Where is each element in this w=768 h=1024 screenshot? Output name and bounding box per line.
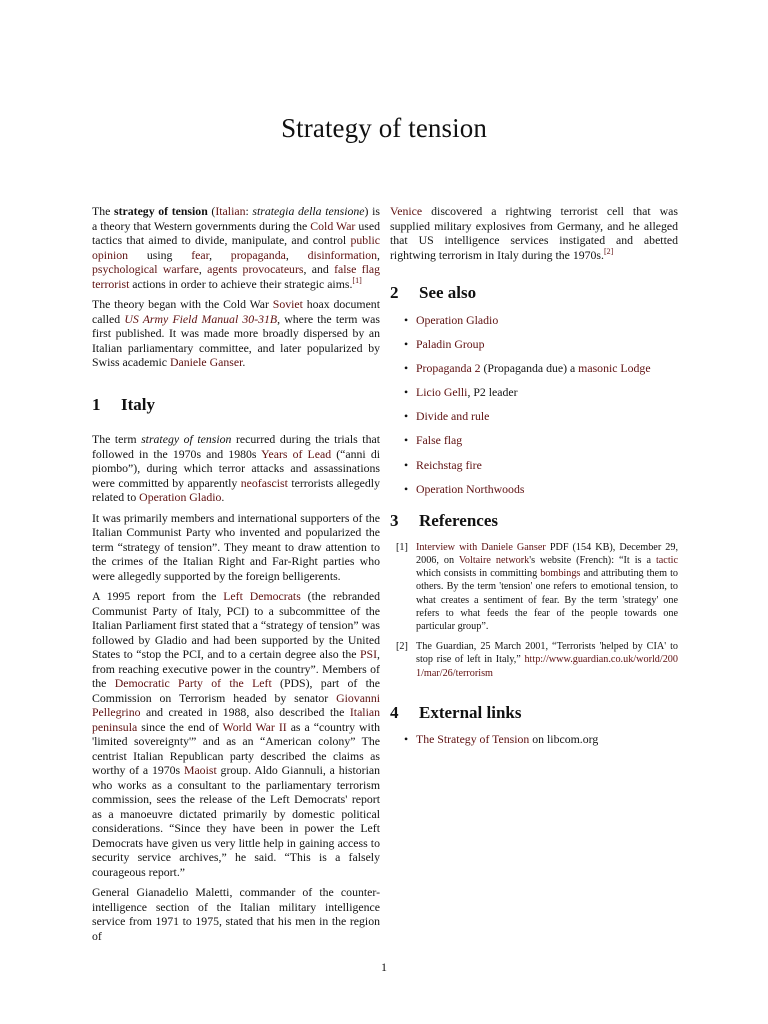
link-agents-provocateurs[interactable]: agents provocateurs (207, 262, 304, 276)
list-item: • Propaganda 2 (Propaganda due) a masonic Lodge (404, 361, 678, 376)
link-cold-war[interactable]: Cold War (310, 218, 356, 233)
list-item (404, 409, 678, 424)
italy-paragraph-4-continued: Venice discovered a rightwing terrorist cell that was supplied military explosives from Germany, and he alleged that US intelligence services instigated and abetted rightwing terrorism in Italy during the 1970s.[2] (390, 204, 678, 262)
bold-term: strategy of tension (113, 204, 208, 218)
link-ref-tactic[interactable]: tactic (655, 555, 679, 567)
link-italian[interactable]: Italian (215, 204, 246, 218)
link-false-flag-terrorist[interactable]: false flag terrorist (92, 262, 381, 291)
link-soviet[interactable]: Soviet (272, 297, 303, 311)
link-ref-voltaire-network[interactable]: Voltaire network (458, 555, 530, 567)
link-daniele-ganser[interactable]: Daniele Ganser (169, 355, 243, 369)
link-years-of-lead[interactable]: Years of Lead (261, 446, 332, 461)
link-disinformation[interactable]: disinformation (307, 247, 378, 262)
reference-item-2: [2] The Guardian, 25 March 2001, “Terrorists 'helped by CIA' to stop rise of left in Italy,” http://www.guardian.co.uk/world/2001/mar/26/terrorism (396, 641, 678, 679)
right-column (390, 204, 678, 757)
link-democratic-party-of-the-left[interactable]: Democratic Party of the Left (114, 676, 272, 690)
link-venice[interactable]: Venice (390, 204, 423, 218)
link-fear[interactable]: fear (191, 247, 210, 262)
link-ref-interview[interactable]: Interview with Daniele Ganser (416, 541, 546, 553)
left-column (92, 204, 380, 949)
link-see-also-masonic-lodge[interactable]: masonic Lodge (578, 360, 651, 375)
link-see-also-paladin-group[interactable]: Paladin Group (416, 336, 485, 351)
italy-paragraph-2: It was primarily members and international supporters of the Italian Communist Party who invented and popularized the term “strategy of tension”. They meant to draw attention to the crimes of the Italian Right and Far-Right parties who were allegedly supported by the foreign belligerents. (92, 510, 380, 583)
link-giovanni-pellegrino[interactable]: Giovanni Pellegrino (92, 690, 380, 719)
section-heading-italy: 1 Italy (92, 394, 155, 414)
link-see-also-false-flag[interactable]: False flag (416, 433, 463, 448)
link-see-also-operation-gladio[interactable]: Operation Gladio (416, 312, 499, 327)
italy-paragraph-4-start: General Gianadelio Maletti, commander of the counter-intelligence section of the Italian military intelligence service from 1971 to 1975, stated that his men in the region of (92, 885, 380, 943)
link-propaganda[interactable]: propaganda (230, 247, 286, 262)
reference-item-1: [1] Interview with Daniele Ganser PDF (154 KB), December 29, 2006, on Voltaire network's website (French): “It is a tactic which consists in committing bombings and attributing them to others. By the term 'tension' one refers to emotional tension, to what creates a sentiment of fear. By the term 'strategy' one refers to what feeds the fear of the people towards one particular group”. (396, 541, 679, 633)
footnote-ref-2[interactable]: [2] (603, 246, 614, 256)
see-also-list (390, 313, 678, 497)
list-item (404, 458, 678, 473)
page-title: Strategy of tension (281, 113, 487, 143)
link-italian-peninsula[interactable]: Italian peninsula (92, 705, 380, 734)
link-strategy-of-tension-libcom[interactable]: The Strategy of Tension (416, 732, 530, 747)
link-field-manual[interactable]: US Army Field Manual 30-31B (124, 311, 278, 326)
link-ref-guardian-url[interactable]: http://www.guardian.co.uk/world/2001/mar/26/terrorism (416, 654, 678, 679)
references-list (390, 541, 678, 680)
link-left-democrats[interactable]: Left Democrats (223, 589, 301, 603)
section-heading-see-also: 2 See also (390, 283, 477, 302)
link-maoist[interactable]: Maoist (183, 763, 217, 777)
list-item: • The Strategy of Tension on libcom.org (404, 732, 678, 747)
external-links-list (390, 732, 678, 747)
link-see-also-licio-gelli[interactable]: Licio Gelli (416, 385, 468, 400)
link-public-opinion[interactable]: public opinion (92, 233, 380, 262)
link-psi[interactable]: PSI (359, 647, 378, 661)
link-world-war-ii[interactable]: World War II (222, 719, 287, 734)
list-item (404, 433, 678, 448)
link-see-also-divide-and-rule[interactable]: Divide and rule (416, 409, 490, 424)
link-psychological-warfare[interactable]: psychological warfare (92, 262, 199, 276)
list-item (404, 337, 678, 352)
link-see-also-propaganda-2[interactable]: Propaganda 2 (416, 360, 481, 375)
link-see-also-reichstag-fire[interactable]: Reichstag fire (416, 457, 482, 472)
list-item (404, 482, 678, 497)
link-neofascist[interactable]: neofascist (240, 475, 288, 490)
page-number: 1 (381, 960, 387, 974)
link-ref-bombings[interactable]: bombings (540, 568, 581, 580)
italy-paragraph-1: The term strategy of tension recurred during the trials that followed in the 1970s and 1980s Years of Lead (“anni di piombo”), during which terror attacks and assassinations were committed by apparently neofascist terrorists allegedly related to Operation Gladio. (92, 432, 380, 504)
intro-paragraph-2: The theory began with the Cold War Soviet hoax document called US Army Field Manual 30-31B, where the term was first published. It was made more broadly dispersed by an Italian parliamentary committee, and later popularized by Swiss academic Daniele Ganser. (92, 297, 380, 369)
italy-paragraph-3: A 1995 report from the Left Democrats (the rebranded Communist Party of Italy, PCI) to a subcommittee of the Italian Parliament first stated that a “strategy of tension” was followed by Gladio and had been supported by the United States to “stop the PCI, and to a certain degree also the PSI, from reaching executive power in the country”. Members of the Democratic Party of the Left (PDS), part of the Commission on Terrorism headed by senator Giovanni Pellegrino and created in 1988, also described the Italian peninsula since the end of World War II as a “country with 'limited sovereignty'” and as an “American colony” The centrist Italian Republican party described the claims as worthy of a 1970s Maoist group. Aldo Giannuli, a historian who works as a consultant to the parliamentary terrorism commission, sees the release of the Left Democrats' report as a manoeuvre dictated primarily by domestic political considerations. “Since they have been in power the Left Democrats have given us very little help in gaining access to security service archives,” he said. “This is a falsely courageous report.” (92, 589, 381, 879)
list-item: • Licio Gelli, P2 leader (404, 385, 678, 400)
section-heading-external-links: 4 External links (390, 702, 522, 722)
link-see-also-operation-northwoods[interactable]: Operation Northwoods (416, 481, 525, 496)
link-operation-gladio[interactable]: Operation Gladio (139, 490, 222, 504)
footnote-ref-1[interactable]: [1] (352, 275, 362, 285)
intro-paragraph-1: The strategy of tension (Italian: strategia della tensione) is a theory that Western governments during the Cold War used tactics that aimed to divide, manipulate, and control public opinion using fear, propaganda, disinformation, psychological warfare, agents provocateurs, and false flag terrorist actions in order to achieve their strategic aims.[1] (92, 204, 381, 291)
section-heading-references: 3 References (390, 511, 498, 531)
list-item (404, 313, 678, 328)
